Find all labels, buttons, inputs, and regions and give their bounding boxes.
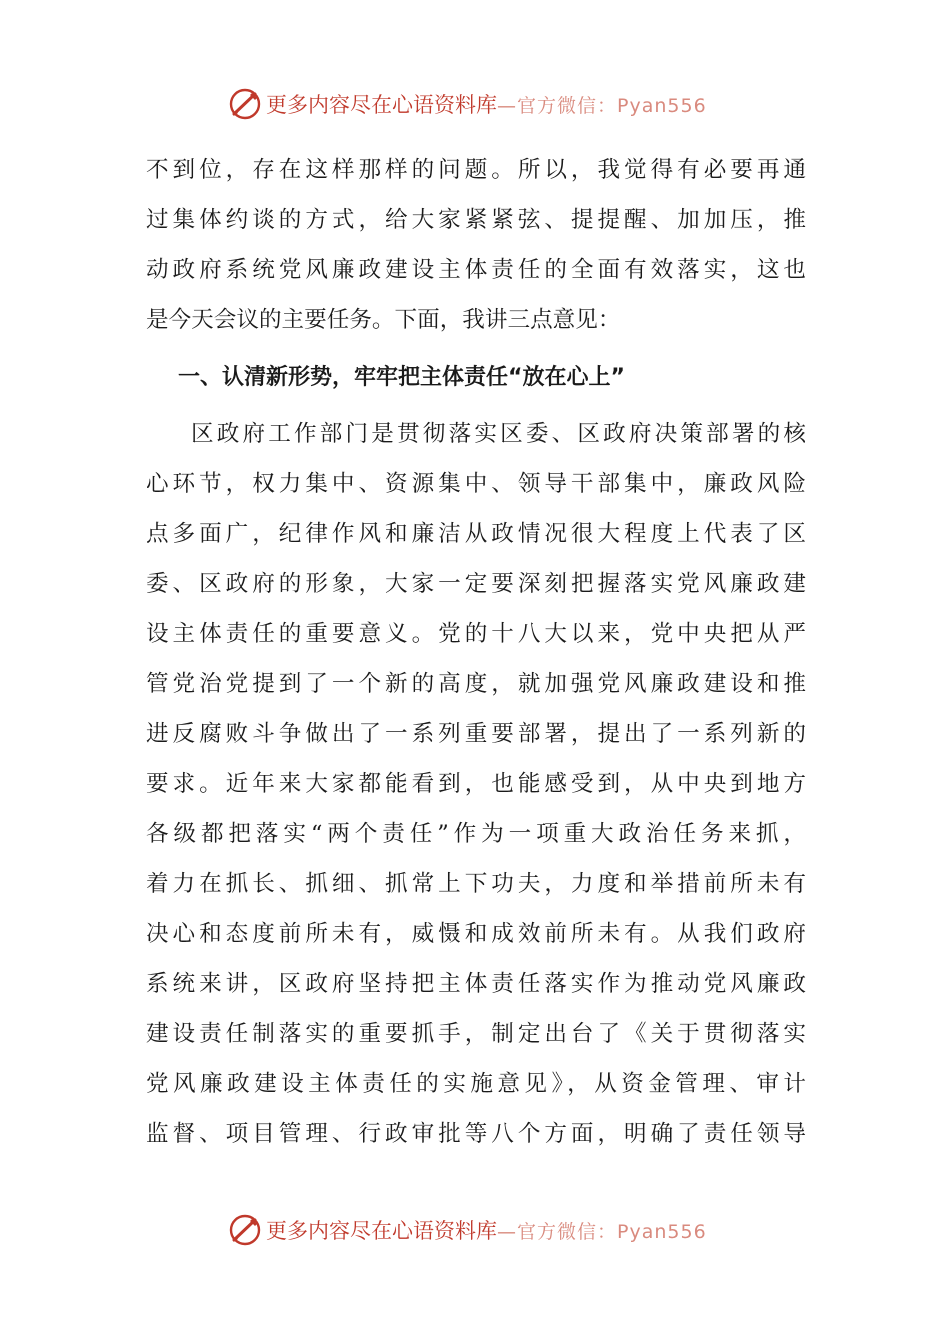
text-line: 各级都把落实“两个责任”作为一项重大政治任务来抓， [146,821,806,847]
watermark-main-text: 更多内容尽在心语资料库 [266,93,497,117]
text-line: 设主体责任的重要意义。党的十八大以来，党中央把从严 [146,621,806,647]
text-line: 管党治党提到了一个新的高度，就加强党风廉政建设和推 [146,671,806,697]
document-body [146,145,806,1159]
text-line: 党风廉政建设主体责任的实施意见》，从资金管理、审计 [146,1071,806,1097]
watermark-wechat-text: —官方微信：Pyan556 [497,94,707,117]
footer-watermark [228,1210,748,1250]
header-watermark [228,84,748,124]
section-heading: 一、认清新形势，牢牢把主体责任“放在心上” [178,365,625,390]
text-line: 心环节，权力集中、资源集中、领导干部集中，廉政风险 [146,471,806,497]
text-line: 要求。近年来大家都能看到，也能感受到，从中央到地方 [146,771,806,797]
watermark-main-text: 更多内容尽在心语资料库 [266,1219,497,1243]
text-line: 是今天会议的主要任务。下面，我讲三点意见： [146,307,621,333]
text-line: 监督、项目管理、行政审批等八个方面，明确了责任领导 [146,1121,806,1147]
text-line: 动政府系统党风廉政建设主体责任的全面有效落实，这也 [146,257,806,283]
text-line: 着力在抓长、抓细、抓常上下功夫，力度和举措前所未有 [146,871,806,897]
watermark-wechat-text: —官方微信：Pyan556 [497,1220,707,1243]
text-line: 不到位，存在这样那样的问题。所以，我觉得有必要再通 [146,157,806,183]
text-line: 过集体约谈的方式，给大家紧紧弦、提提醒、加加压，推 [146,207,806,233]
text-line: 委、区政府的形象，大家一定要深刻把握落实党风廉政建 [146,571,806,597]
text-line: 区政府工作部门是贯彻落实区委、区政府决策部署的核 [191,421,806,447]
pen-logo-icon [228,87,262,121]
text-line: 点多面广，纪律作风和廉洁从政情况很大程度上代表了区 [146,521,806,547]
pen-logo-icon [228,1213,262,1247]
text-line: 决心和态度前所未有，威慑和成效前所未有。从我们政府 [146,921,806,947]
text-line: 进反腐败斗争做出了一系列重要部署，提出了一系列新的 [146,721,806,747]
text-line: 系统来讲，区政府坚持把主体责任落实作为推动党风廉政 [146,971,806,997]
text-line: 建设责任制落实的重要抓手，制定出台了《关于贯彻落实 [146,1021,806,1047]
